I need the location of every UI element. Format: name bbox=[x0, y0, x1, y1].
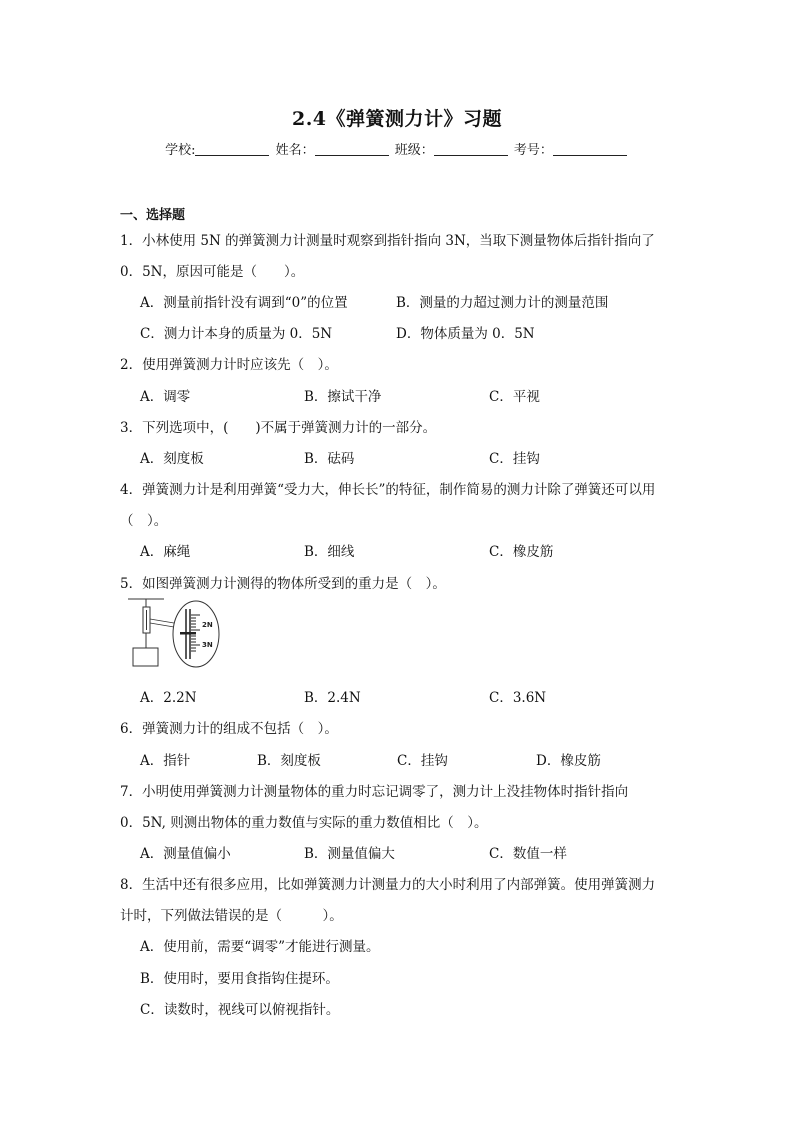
q8-option-b: B．使用时，要用食指钩住提环。 bbox=[140, 971, 339, 987]
q6-stem: 6．弹簧测力计的组成不包括（ ）。 bbox=[120, 721, 338, 737]
name-blank bbox=[315, 142, 389, 156]
q4-stem-line1: 4．弹簧测力计是利用弹簧“受力大，伸长长”的特征，制作简易的测力计除了弹簧还可以用 bbox=[120, 482, 656, 498]
spring-scale-figure bbox=[128, 597, 220, 669]
q2-option-b: B．擦试干净 bbox=[304, 389, 382, 405]
student-info-line bbox=[0, 139, 794, 158]
q6-option-c: C．挂钩 bbox=[397, 753, 448, 769]
q1-option-b: B．测量的力超过测力计的测量范围 bbox=[396, 295, 609, 311]
school-label: 学校: bbox=[165, 143, 196, 158]
fig-label-3n: 3N bbox=[202, 641, 213, 649]
q8-option-a: A．使用前，需要“调零”才能进行测量。 bbox=[140, 939, 380, 955]
q5-stem: 5．如图弹簧测力计测得的物体所受到的重力是（ ）。 bbox=[120, 576, 446, 592]
q4-option-b: B．细线 bbox=[304, 544, 355, 560]
q1-option-c: C．测力计本身的质量为 0．5N bbox=[140, 326, 333, 342]
q2-option-a: A．调零 bbox=[140, 389, 191, 405]
page-title: 2.4《弹簧测力计》习题 bbox=[291, 108, 503, 130]
q4-option-a: A．麻绳 bbox=[140, 544, 191, 560]
q1-option-a: A．测量前指针没有调到“0”的位置 bbox=[140, 295, 348, 311]
section-heading: 一、选择题 bbox=[120, 208, 186, 223]
class-label: 班级： bbox=[394, 143, 434, 158]
q6-option-b: B．刻度板 bbox=[257, 753, 321, 769]
q2-stem: 2．使用弹簧测力计时应该先（ ）。 bbox=[120, 357, 338, 373]
q2-option-c: C．平视 bbox=[489, 389, 540, 405]
q1-option-d: D．物体质量为 0．5N bbox=[396, 326, 535, 342]
q3-option-b: B．砝码 bbox=[304, 451, 355, 467]
school-blank bbox=[195, 142, 269, 156]
q8-stem-line2: 计时，下列做法错误的是（ ）。 bbox=[120, 908, 343, 924]
q7-option-a: A．测量值偏小 bbox=[140, 846, 231, 862]
q3-option-a: A．刻度板 bbox=[140, 451, 204, 467]
q5-option-a: A．2.2N bbox=[140, 690, 197, 706]
q6-option-d: D．橡皮筋 bbox=[536, 753, 601, 769]
q3-option-c: C．挂钩 bbox=[489, 451, 540, 467]
q5-option-c: C．3.6N bbox=[489, 690, 547, 706]
number-blank bbox=[553, 142, 627, 156]
q8-stem-line1: 8．生活中还有很多应用，比如弹簧测力计测量力的大小时利用了内部弹簧。使用弹簧测力 bbox=[120, 877, 656, 893]
class-blank bbox=[434, 142, 508, 156]
q4-stem-line2: （ ）。 bbox=[120, 513, 168, 529]
name-label: 姓名： bbox=[275, 143, 315, 158]
q7-option-b: B．测量值偏大 bbox=[304, 846, 395, 862]
q6-option-a: A．指针 bbox=[140, 753, 191, 769]
fig-label-2n: 2N bbox=[202, 621, 213, 629]
q7-stem-line1: 7．小明使用弹簧测力计测量物体的重力时忘记调零了，测力计上没挂物体时指针指向 bbox=[120, 784, 629, 800]
q1-stem-line2: 0．5N，原因可能是（ ）。 bbox=[120, 264, 305, 280]
number-label: 考号： bbox=[513, 143, 553, 158]
q4-option-c: C．橡皮筋 bbox=[489, 544, 554, 560]
q7-option-c: C．数值一样 bbox=[489, 846, 567, 862]
q8-option-c: C．读数时，视线可以俯视指针。 bbox=[140, 1002, 340, 1018]
q5-option-b: B．2.4N bbox=[304, 690, 361, 706]
q7-stem-line2: 0．5N, 则测出物体的重力数值与实际的重力数值相比（ ）。 bbox=[120, 815, 488, 831]
q1-stem-line1: 1．小林使用 5N 的弹簧测力计测量时观察到指针指向 3N，当取下测量物体后指针指向了 bbox=[120, 233, 655, 249]
q3-stem: 3．下列选项中，( )不属于弹簧测力计的一部分。 bbox=[120, 420, 437, 436]
